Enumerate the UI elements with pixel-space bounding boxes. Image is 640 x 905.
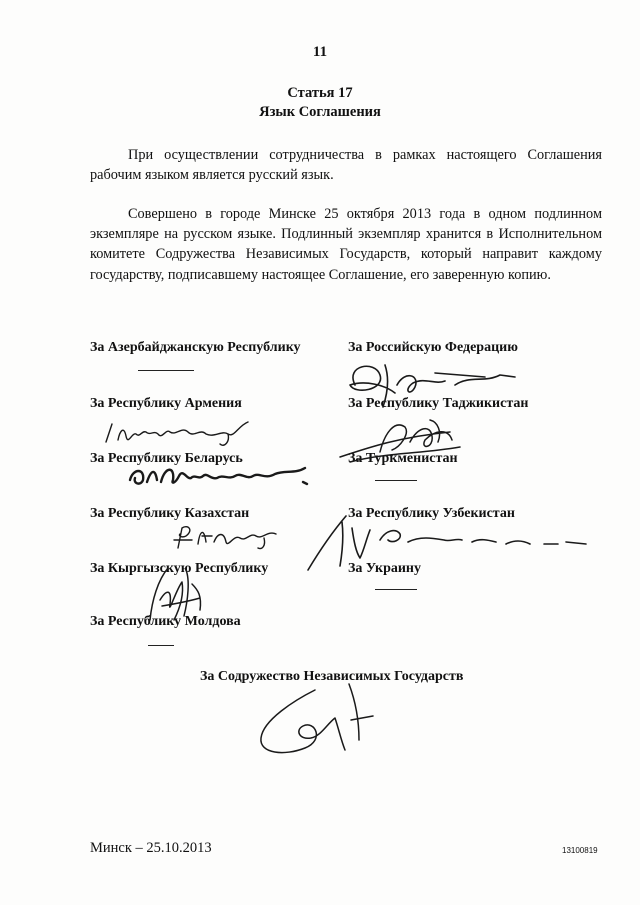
signatory-moldova: За Республику Молдова [90, 614, 241, 629]
signature-russia [335, 355, 525, 415]
signature-line-ukraine [375, 589, 417, 590]
place-and-date: Минск – 25.10.2013 [90, 840, 212, 856]
signature-line-azerbaijan [138, 370, 194, 371]
signatory-turkmenistan: За Туркменистан [348, 451, 458, 466]
signature-kazakhstan [168, 520, 288, 555]
page-number: 11 [312, 44, 328, 60]
signatory-belarus: За Республику Беларусь [90, 451, 243, 466]
signatory-kazakhstan: За Республику Казахстан [90, 506, 250, 521]
signature-uzbekistan [300, 510, 590, 575]
signatory-russia: За Российскую Федерацию [348, 340, 518, 355]
document-code: 13100819 [562, 846, 598, 855]
signature-line-moldova [148, 645, 174, 646]
article-title: Статья 17 [287, 85, 353, 101]
paragraph-done-in-minsk: Совершено в городе Минске 25 октября 2013 года в одном подлинном экземпляре на русском языке. Подлинный экземпляр хранится в Исполнительном комитете Содружества Независимых Государств, который направит каждому государству, подписавшему настоящее Соглашение, его заверенную копию. [90, 206, 602, 283]
signatory-cis: За Содружество Независимых Государств [200, 669, 464, 684]
signatory-uzbekistan: За Республику Узбекистан [348, 506, 515, 521]
paragraph-working-language: При осуществлении сотрудничества в рамках настоящего Соглашения рабочим языком является русский язык. [90, 147, 602, 184]
signatory-ukraine: За Украину [348, 561, 422, 576]
signature-cis [255, 680, 375, 760]
signatory-azerbaijan: За Азербайджанскую Республику [90, 340, 301, 355]
signature-belarus [125, 460, 310, 490]
signature-kyrgyzstan [142, 560, 222, 630]
signatory-tajikistan: За Республику Таджикистан [348, 396, 529, 411]
signature-tajikistan [330, 412, 470, 467]
signatory-kyrgyzstan: За Кыргызскую Республику [90, 561, 269, 576]
signature-line-turkmenistan [375, 480, 417, 481]
signatory-armenia: За Республику Армения [90, 396, 242, 411]
signature-armenia [98, 412, 258, 452]
article-subtitle: Язык Соглашения [259, 104, 381, 120]
